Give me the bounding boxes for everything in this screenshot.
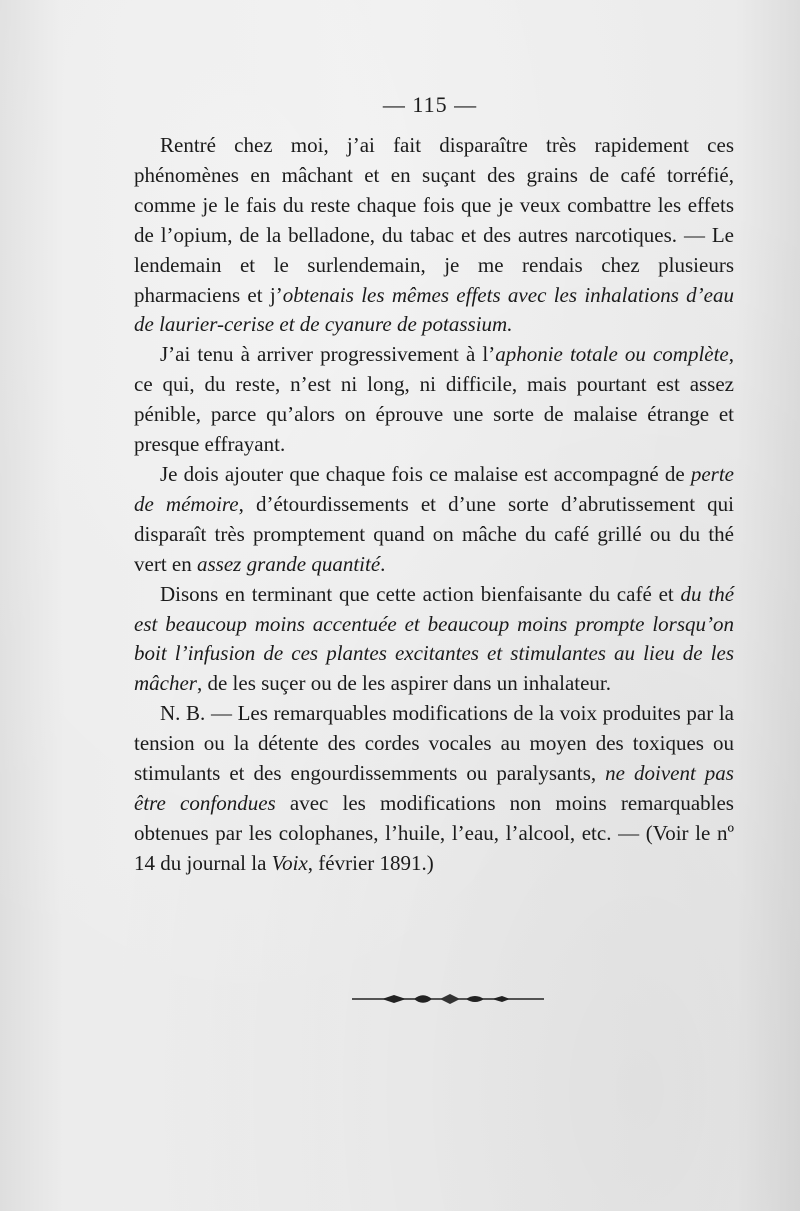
paragraph <box>134 131 734 340</box>
ornamental-rule-icon <box>352 991 544 1007</box>
italic-run: aphonie totale ou complète <box>495 342 729 367</box>
italic-run: ne doivent pas être confondues <box>134 761 734 815</box>
text-run: . <box>380 551 386 576</box>
italic-run: obtenais les mêmes effets avec les inhalations d’eau de laurier-cerise et de cyanure de potassium. <box>134 282 734 337</box>
text-run: , février 1891.) <box>307 850 434 875</box>
body-text <box>134 131 734 879</box>
paragraph <box>134 580 734 700</box>
italic-run: perte de mémoire <box>134 461 734 516</box>
text-run: Je dois ajouter que chaque fois ce malaise est accompagné de <box>160 461 691 486</box>
text-run: Disons en terminant que cette action bienfaisante du café et <box>160 581 681 606</box>
text-run: avec les modifications non moins remarquables obtenues par les colophanes, l’huile, l’eau, l’alcool, etc. — (Voir le nº 14 du journal la <box>134 790 734 875</box>
text-run: N. B. — Les remarquables modifications de la voix produites par la tension ou la détente des cordes vocales au moyen des toxiques ou stimulants et des engourdissemments ou paralysants, <box>134 701 734 786</box>
text-run: J’ai tenu à arriver progressivement à l’ <box>160 342 496 367</box>
text-run: Rentré chez moi, j’ai fait disparaître très rapidement ces phénomènes en mâchant et en suçant des grains de café torréfié, comme je le fais du reste chaque fois que je veux combattre les effets de l’opium, de la belladone, du tabac et des autres narcotiques. — Le lendemain et le surlendemain, je me rendais chez plusieurs pharmaciens et j’ <box>134 133 734 307</box>
italic-run: Voix <box>271 850 308 875</box>
italic-run: du thé est beaucoup moins accentuée et beaucoup moins prompte lorsqu’on boit l’infusion de ces plantes excitantes et stimulantes au lieu de les mâcher <box>134 581 735 696</box>
paragraph <box>134 460 734 580</box>
note-paragraph <box>134 699 734 878</box>
page-number: — 115 — <box>382 92 478 117</box>
text-run: , d’étourdissements et d’une sorte d’abrutissement qui disparaît très promptement quand on mâche du café grillé ou du thé vert en <box>134 491 734 576</box>
text-run: , ce qui, du reste, n’est ni long, ni difficile, mais pourtant est assez pénible, parce qu’alors on éprouve une sorte de malaise étrange et presque effrayant. <box>134 342 735 457</box>
paragraph <box>134 340 734 460</box>
text-run: , de les suçer ou de les aspirer dans un inhalateur. <box>196 671 612 696</box>
italic-run: assez grande quantité <box>196 551 381 576</box>
